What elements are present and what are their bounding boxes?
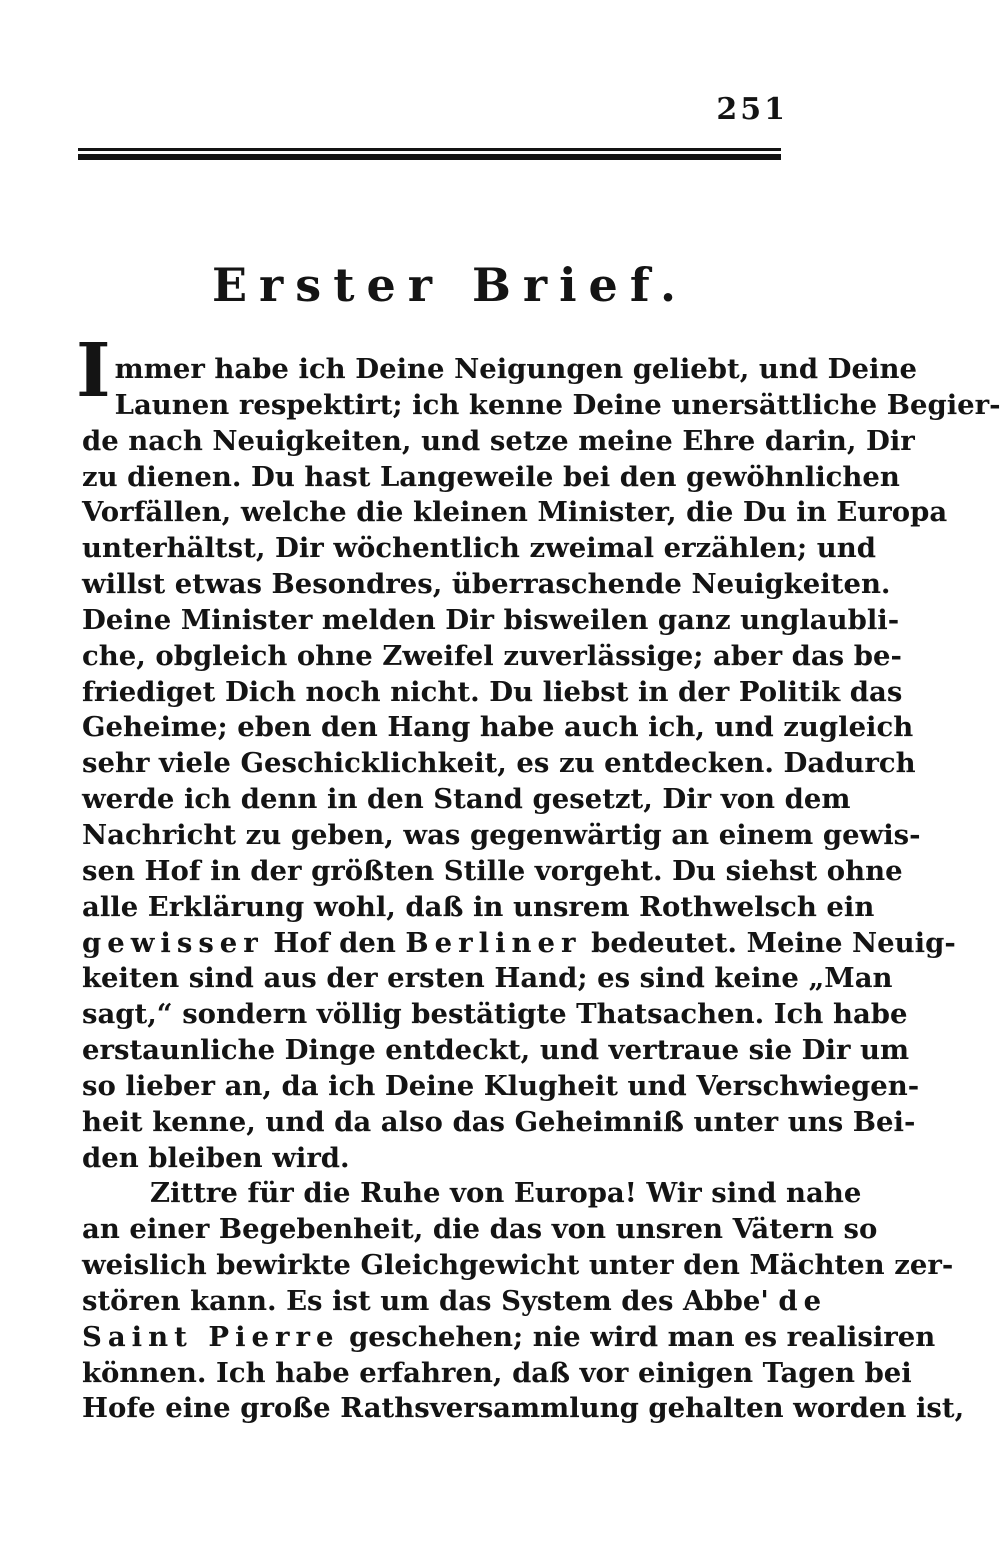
text-line: erstaunliche Dinge entdeckt, und vertraue sie Dir um <box>82 1034 910 1067</box>
text-line: Launen respektirt; ich kenne Deine unersättliche Begier- <box>114 388 1001 421</box>
drop-cap: I <box>76 328 111 414</box>
header-rule-thin <box>78 148 781 151</box>
text-line: Vorfällen, welche die kleinen Minister, die Du in Europa <box>82 496 948 529</box>
text-line-gewisser-hof <box>82 926 956 962</box>
text-line: so lieber an, da ich Deine Klugheit und Verschwiegen- <box>82 1069 920 1102</box>
text-fragment: bedeutet. Meine Neuig- <box>581 926 956 959</box>
text-line: unterhältst, Dir wöchentlich zweimal erzählen; und <box>82 532 876 565</box>
paragraph-2 <box>82 1176 965 1427</box>
text-line: heit kenne, und da also das Geheimniß unter uns Bei- <box>82 1105 916 1138</box>
text-fragment: stören kann. Es ist um das System des Abbe' <box>82 1284 779 1317</box>
text-line: können. Ich habe erfahren, daß vor einigen Tagen bei <box>82 1356 912 1389</box>
header-rule-thick <box>78 154 781 160</box>
text-line: de nach Neuigkeiten, und setze meine Ehre darin, Dir <box>82 424 915 457</box>
text-line: mmer habe ich Deine Neigungen geliebt, und Deine <box>114 353 917 385</box>
letter-body <box>76 328 1001 1427</box>
text-line: Hofe eine große Rathsversammlung gehalten worden ist, <box>82 1392 965 1425</box>
text-line: sagt,“ sondern völlig bestätigte Thatsachen. Ich habe <box>82 998 908 1031</box>
text-line: Nachricht zu geben, was gegenwärtig an einem gewis- <box>82 818 921 851</box>
text-line: keiten sind aus der ersten Hand; es sind keine „Man <box>82 962 893 995</box>
text-line: Zittre für die Ruhe von Europa! Wir sind nahe <box>150 1177 862 1210</box>
text-line: friediget Dich noch nicht. Du liebst in der Politik das <box>82 675 903 708</box>
text-line: an einer Begebenheit, die das von unsren Vätern so <box>82 1213 878 1246</box>
paragraph-1 <box>76 328 1001 1176</box>
emphasis-saint-pierre: Saint Pierre <box>82 1320 340 1353</box>
text-line: willst etwas Besondres, überraschende Neuigkeiten. <box>82 568 891 601</box>
text-line: che, obgleich ohne Zweifel zuverlässige; aber das be- <box>82 639 902 672</box>
text-line-saint-pierre <box>82 1320 936 1356</box>
text-line: Deine Minister melden Dir bisweilen ganz unglaubli- <box>82 603 900 636</box>
emphasis-berliner: Berliner <box>405 926 582 959</box>
text-line: weislich bewirkte Gleichgewicht unter den Mächten zer- <box>82 1249 954 1282</box>
text-line: zu dienen. Du hast Langeweile bei den gewöhnlichen <box>82 460 900 493</box>
text-line: den bleiben wird. <box>82 1141 350 1174</box>
text-line: werde ich denn in den Stand gesetzt, Dir von dem <box>82 783 851 816</box>
page-number: 251 <box>716 92 788 127</box>
text-line-abbe <box>82 1284 828 1320</box>
text-fragment: geschehen; nie wird man es realisiren <box>339 1320 936 1353</box>
emphasis-de: de <box>778 1284 828 1317</box>
emphasis-gewisser: gewisser <box>82 926 264 959</box>
text-line: sehr viele Geschicklichkeit, es zu entdecken. Dadurch <box>82 747 916 780</box>
text-fragment: Hof den <box>263 926 406 959</box>
text-line: alle Erklärung wohl, daß in unsrem Rothwelsch ein <box>82 890 875 923</box>
chapter-heading: Erster Brief. <box>212 258 688 312</box>
text-line: sen Hof in der größten Stille vorgeht. Du siehst ohne <box>82 854 903 887</box>
text-line: Geheime; eben den Hang habe auch ich, und zugleich <box>82 711 914 744</box>
